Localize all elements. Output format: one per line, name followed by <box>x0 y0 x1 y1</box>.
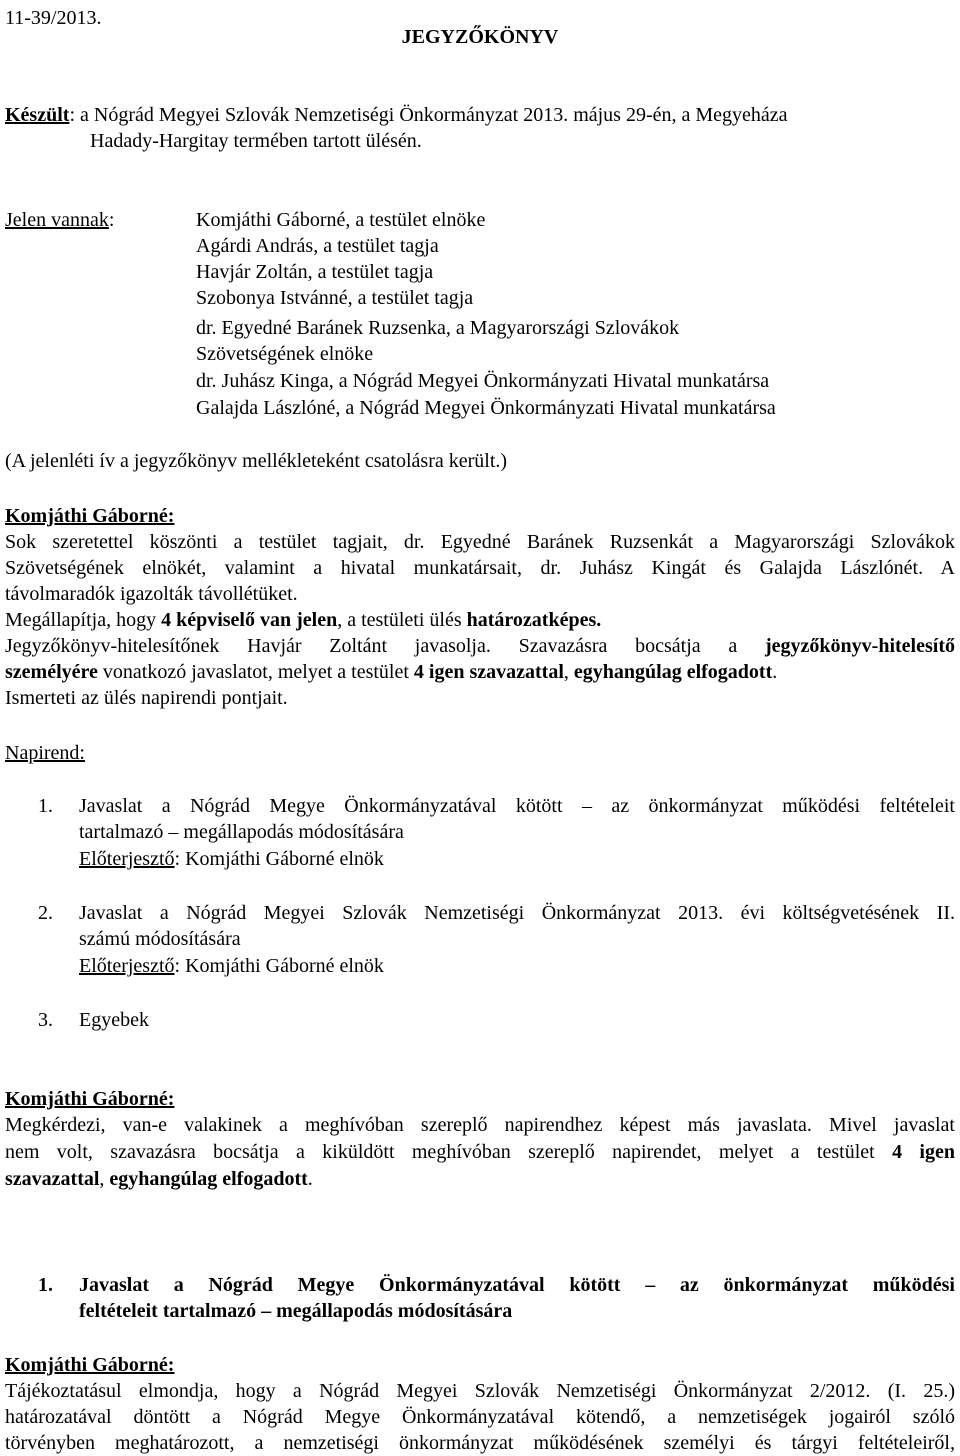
attendance-note: (A jelenléti ív a jegyzőkönyv mellékleteként csatolásra került.) <box>5 450 508 472</box>
attendee-line: Havjár Zoltán, a testület tagja <box>196 261 434 283</box>
speaker-heading: Komjáthi Gáborné: <box>5 505 175 527</box>
attendee-line: Komjáthi Gáborné, a testület elnöke <box>196 209 486 231</box>
keszult-label: Készült <box>5 104 70 126</box>
speaker-heading: Komjáthi Gáborné: <box>5 1088 175 1110</box>
attendee-line: dr. Egyedné Baránek Ruzsenka, a Magyarországi Szlovákok <box>196 317 680 339</box>
document-number: 11-39/2013. <box>5 7 102 29</box>
agenda-item-presenter: Előterjesztő: Komjáthi Gáborné elnök <box>79 955 384 977</box>
body-line: határozatával döntött a Nógrád Megye Önkormányzatával kötendő, a nemzetiségek jogairól szóló <box>5 1406 955 1428</box>
body-line: Szövetségének elnökét, valamint a hivatal munkatársait, dr. Juhász Kingát és Galajda Lászlónét. A <box>5 557 955 579</box>
body-line: Megállapítja, hogy 4 képviselő van jelen, a testületi ülés határozatképes. <box>5 609 602 631</box>
attendee-line: Szövetségének elnöke <box>196 343 374 365</box>
attendee-line: dr. Juhász Kinga, a Nógrád Megyei Önkormányzati Hivatal munkatársa <box>196 370 770 392</box>
topic-number: 1. <box>38 1274 53 1296</box>
speaker-heading: Komjáthi Gáborné: <box>5 1354 175 1376</box>
keszult-line-1: Készült: a Nógrád Megyei Szlovák Nemzetiségi Önkormányzat 2013. május 29-én, a Megyeháza <box>5 104 788 126</box>
topic-title: Javaslat a Nógrád Megye Önkormányzatával kötött – az önkormányzat működési <box>79 1274 955 1296</box>
agenda-item-number: 3. <box>38 1009 53 1031</box>
body-line: Megkérdezi, van-e valakinek a meghívóban szereplő napirendhez képest más javaslata. Mivel javaslat <box>5 1114 955 1136</box>
agenda-item-number: 2. <box>38 902 53 924</box>
body-line: szavazattal, egyhangúlag elfogadott. <box>5 1168 313 1190</box>
keszult-line-2: Hadady-Hargitay termében tartott ülésén. <box>90 130 422 152</box>
agenda-item-presenter: Előterjesztő: Komjáthi Gáborné elnök <box>79 848 384 870</box>
document-title: JEGYZŐKÖNYV <box>401 26 559 48</box>
body-line: személyére vonatkozó javaslatot, melyet a testület 4 igen szavazattal, egyhangúlag elfogadott. <box>5 661 778 683</box>
body-line: Tájékoztatásul elmondja, hogy a Nógrád Megyei Szlovák Nemzetiségi Önkormányzat 2/2012. (I. 25.) <box>5 1380 955 1402</box>
body-line: távolmaradók igazolták távollétüket. <box>5 583 298 605</box>
agenda-item-title: számú módosítására <box>79 928 241 950</box>
agenda-item-title: Javaslat a Nógrád Megye Önkormányzatával kötött – az önkormányzat működési feltételeit <box>79 795 955 817</box>
body-line: Sok szeretettel köszönti a testület tagjait, dr. Egyedné Baránek Ruzsenkát a Magyarországi Szlovákok <box>5 531 955 553</box>
topic-title: feltételeit tartalmazó – megállapodás módosítására <box>79 1300 513 1322</box>
agenda-item-title: Javaslat a Nógrád Megyei Szlovák Nemzetiségi Önkormányzat 2013. évi költségvetésének II. <box>79 902 955 924</box>
body-line: Jegyzőkönyv-hitelesítőnek Havjár Zoltánt javasolja. Szavazásra bocsátja a jegyzőkönyv-hitelesítő <box>5 635 955 657</box>
attendees-label: Jelen vannak: <box>5 209 115 231</box>
body-line: törvényben meghatározott, a nemzetiségi önkormányzat működésének személyi és tárgyi feltételeiről, <box>5 1432 955 1454</box>
agenda-label: Napirend: <box>5 742 85 764</box>
agenda-item-title: tartalmazó – megállapodás módosítására <box>79 821 404 843</box>
attendee-line: Agárdi András, a testület tagja <box>196 235 439 257</box>
attendee-line: Szobonya Istvánné, a testület tagja <box>196 287 474 309</box>
agenda-item-title: Egyebek <box>79 1009 149 1031</box>
body-line: nem volt, szavazásra bocsátja a kiküldött meghívóban szereplő napirendet, melyet a testület 4 igen <box>5 1141 955 1163</box>
attendee-line: Galajda Lászlóné, a Nógrád Megyei Önkormányzati Hivatal munkatársa <box>196 397 776 419</box>
agenda-item-number: 1. <box>38 795 53 817</box>
body-line: Ismerteti az ülés napirendi pontjait. <box>5 687 288 709</box>
